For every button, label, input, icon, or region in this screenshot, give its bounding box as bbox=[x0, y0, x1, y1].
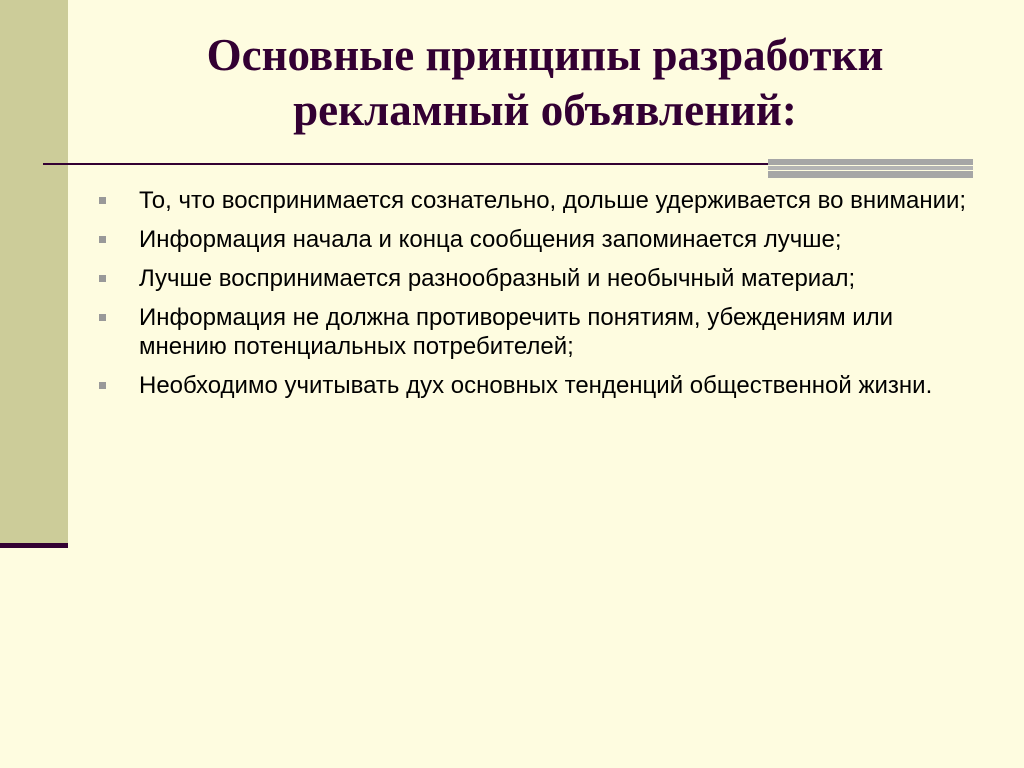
square-bullet-icon bbox=[99, 275, 106, 282]
accent-stripe bbox=[768, 166, 973, 170]
bullet-item bbox=[97, 371, 967, 400]
slide-title-line-2: рекламный объявлений: bbox=[293, 85, 797, 135]
square-bullet-icon bbox=[99, 197, 106, 204]
bullet-text: То, что воспринимается сознательно, дольше удерживается во внимании; bbox=[139, 187, 967, 214]
side-decoration-bar bbox=[0, 0, 68, 545]
accent-stripe bbox=[768, 159, 973, 165]
bullet-text: Лучше воспринимается разнообразный и необычный материал; bbox=[139, 265, 856, 292]
bullet-item bbox=[97, 186, 967, 215]
square-bullet-icon bbox=[99, 314, 106, 321]
slide-title bbox=[100, 28, 990, 138]
bullet-list bbox=[97, 186, 967, 410]
side-bar-underline bbox=[0, 543, 68, 548]
bullet-text: Информация не должна противоречить понятиям, убеждениям или мнению потенциальных потребителей; bbox=[139, 304, 894, 360]
bullet-item bbox=[97, 303, 967, 361]
bullet-item bbox=[97, 225, 967, 254]
slide-title-line-1: Основные принципы разработки bbox=[206, 30, 884, 80]
square-bullet-icon bbox=[99, 382, 106, 389]
title-divider-accent bbox=[768, 159, 973, 178]
bullet-text: Информация начала и конца сообщения запоминается лучше; bbox=[139, 226, 842, 253]
bullet-text: Необходимо учитывать дух основных тенденций общественной жизни. bbox=[139, 372, 933, 399]
accent-stripe bbox=[768, 171, 973, 178]
square-bullet-icon bbox=[99, 236, 106, 243]
bullet-item bbox=[97, 264, 967, 293]
